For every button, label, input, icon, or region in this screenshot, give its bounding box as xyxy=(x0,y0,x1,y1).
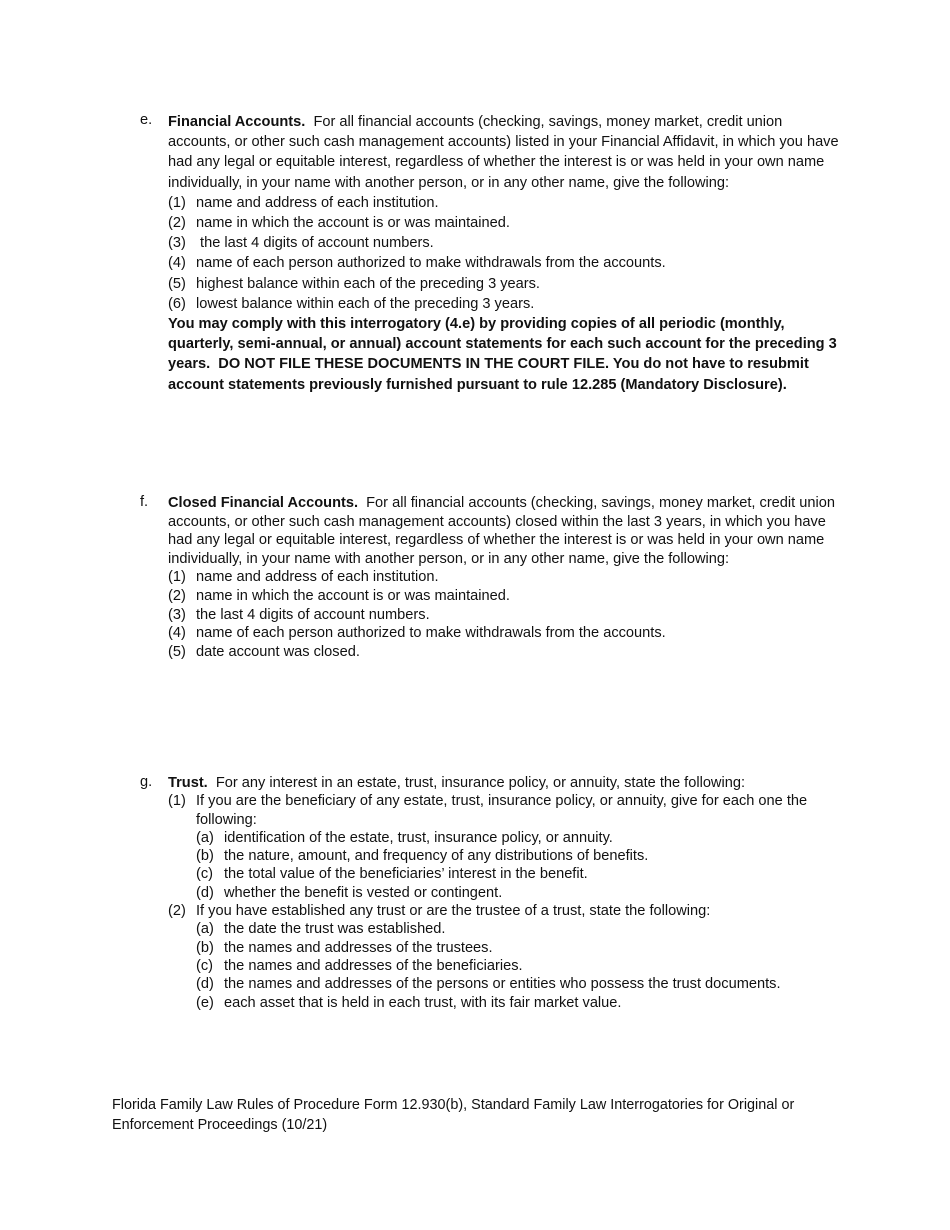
sub-item-text: the total value of the beneficiaries’ interest in the benefit. xyxy=(224,866,588,883)
sub-item xyxy=(196,829,840,847)
sub-item-letter: (c) xyxy=(196,866,214,883)
sub-item-text: the names and addresses of the persons or entities who possess the trust documents. xyxy=(224,976,781,993)
sub-item-text: each asset that is held in each trust, with its fair market value. xyxy=(224,994,622,1011)
item-text: name in which the account is or was maintained. xyxy=(196,215,510,232)
list-item xyxy=(168,792,840,902)
sub-item-letter: (d) xyxy=(196,976,214,993)
sub-item-letter: (d) xyxy=(196,884,214,901)
sub-item xyxy=(196,939,840,957)
sub-item xyxy=(196,847,840,865)
compliance-note: You may comply with this interrogatory (4.e) by providing copies of all periodic (monthly, quarterly, semi-annual, or annual) account statements for each such account for the preceding 3 years. DO NOT FILE THESE DOCUMENTS IN THE COURT FILE. You do not have to resubmit account statements previously furnished pursuant to rule 12.285 (Mandatory Disclosure). xyxy=(168,316,841,393)
sub-item xyxy=(196,920,840,938)
sub-item-text: the nature, amount, and frequency of any distributions of benefits. xyxy=(224,848,649,865)
sub-item xyxy=(196,957,840,975)
section-closed-financial-accounts xyxy=(140,494,840,661)
item-text: lowest balance within each of the preceding 3 years. xyxy=(196,295,535,312)
section-intro-text: For any interest in an estate, trust, insurance policy, or annuity, state the following: xyxy=(215,775,746,791)
item-number: (5) xyxy=(168,643,186,660)
section-financial-accounts xyxy=(140,112,840,395)
list-item xyxy=(168,213,840,233)
footer-line: Florida Family Law Rules of Procedure Form 12.930(b), Standard Family Law Interrogatories for Original or xyxy=(112,1097,795,1113)
sub-item xyxy=(196,994,840,1012)
list-item xyxy=(168,568,840,587)
item-number: (4) xyxy=(168,255,186,272)
item-number: (5) xyxy=(168,275,186,292)
list-item xyxy=(168,606,840,625)
list-item xyxy=(168,233,840,253)
footer-line: Enforcement Proceedings (10/21) xyxy=(112,1117,328,1133)
item-text: name of each person authorized to make withdrawals from the accounts. xyxy=(196,625,666,642)
list-item xyxy=(168,294,840,314)
sub-item xyxy=(196,865,840,883)
section-heading: Trust. xyxy=(168,775,208,791)
item-number: (2) xyxy=(168,215,186,232)
section-intro xyxy=(168,494,840,568)
item-text: name and address of each institution. xyxy=(196,194,439,211)
sub-item-text: the date the trust was established. xyxy=(224,921,446,938)
sub-item-letter: (b) xyxy=(196,939,214,956)
sub-item-letter: (a) xyxy=(196,829,214,846)
sub-item-letter: (c) xyxy=(196,957,214,974)
item-text: name and address of each institution. xyxy=(196,569,439,586)
section-intro xyxy=(168,112,840,193)
sub-item xyxy=(196,884,840,902)
section-intro-text: For all financial accounts (checking, savings, money market, credit union accounts, or other such cash management accounts) closed within the last 3 years, in which you have had any legal or equitable interest, regardless of whether the interest is or was held in your own name individually, in your name with another person, or in any other name, give the following: xyxy=(168,495,835,567)
list-item xyxy=(168,253,840,273)
item-number: (1) xyxy=(168,569,186,586)
section-letter: f. xyxy=(140,494,149,510)
list-item xyxy=(168,193,840,213)
sub-item-text: the names and addresses of the trustees. xyxy=(224,939,493,956)
item-number: (1) xyxy=(168,194,186,211)
item-text: the last 4 digits of account numbers. xyxy=(196,235,434,252)
section-letter: g. xyxy=(140,774,153,790)
list-item xyxy=(168,902,840,1012)
section-intro xyxy=(168,774,840,792)
sub-item-text: the names and addresses of the beneficiaries. xyxy=(224,957,523,974)
item-text: highest balance within each of the preceding 3 years. xyxy=(196,275,540,292)
item-number: (6) xyxy=(168,295,186,312)
section-heading: Financial Accounts. xyxy=(168,114,306,130)
item-number: (3) xyxy=(168,606,186,623)
sub-item xyxy=(196,975,840,993)
item-text: name of each person authorized to make withdrawals from the accounts. xyxy=(196,255,666,272)
item-text: name in which the account is or was maintained. xyxy=(196,587,510,604)
list-item xyxy=(168,274,840,294)
list-item xyxy=(168,587,840,606)
item-number: (1) xyxy=(168,793,186,810)
sub-item-text: whether the benefit is vested or contingent. xyxy=(224,884,503,901)
section-trust xyxy=(140,774,840,1012)
list-item xyxy=(168,624,840,643)
sub-item-letter: (e) xyxy=(196,994,214,1011)
page-footer xyxy=(112,1095,832,1135)
item-text: If you are the beneficiary of any estate, trust, insurance policy, or annuity, give for each one the following: xyxy=(196,793,808,828)
item-text: the last 4 digits of account numbers. xyxy=(196,606,430,623)
item-text: If you have established any trust or are the trustee of a trust, state the following: xyxy=(196,903,711,920)
item-number: (4) xyxy=(168,625,186,642)
item-number: (2) xyxy=(168,587,186,604)
item-text: date account was closed. xyxy=(196,643,360,660)
section-letter: e. xyxy=(140,112,153,128)
item-number: (3) xyxy=(168,235,186,252)
sub-item-letter: (a) xyxy=(196,921,214,938)
list-item xyxy=(168,643,840,662)
sub-item-text: identification of the estate, trust, insurance policy, or annuity. xyxy=(224,829,613,846)
section-heading: Closed Financial Accounts. xyxy=(168,495,359,511)
sub-item-letter: (b) xyxy=(196,848,214,865)
item-number: (2) xyxy=(168,903,186,920)
section-intro-text: For all financial accounts (checking, savings, money market, credit union accounts, or other such cash management accounts) listed in your Financial Affidavit, in which you have had any legal or equitable interest, regardless of whether the interest is or was held in your own name individually, in your name with another person, or in any other name, give the following: xyxy=(168,114,839,191)
